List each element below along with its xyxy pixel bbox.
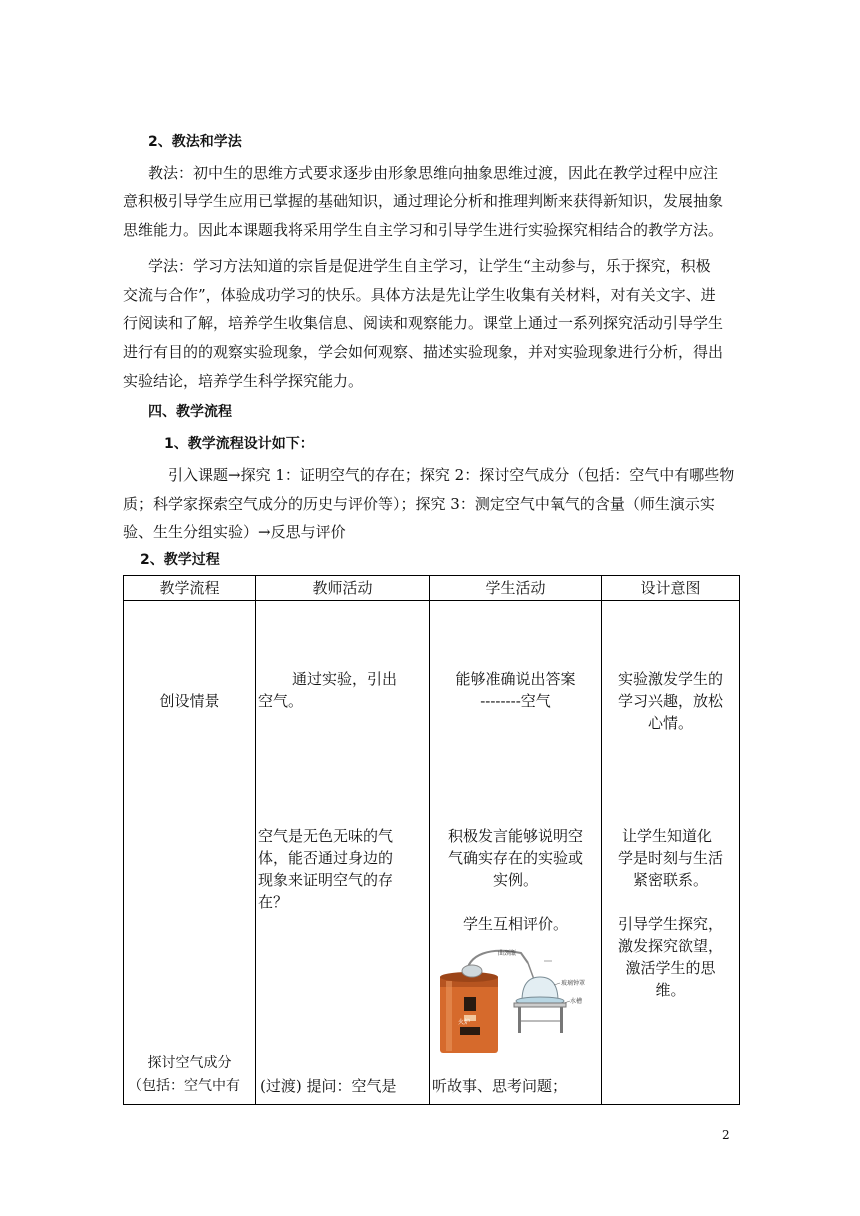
label-retort: 曲颈甑 — [498, 950, 517, 957]
label-furnace: 火炉 — [458, 1019, 471, 1026]
intent-a-l3: 心情。 — [647, 714, 693, 732]
student-b-l2: 气确实存在的实验或 — [447, 849, 583, 867]
intent-b-l1: 让学生知道化 — [622, 827, 713, 845]
header-flow: 教学流程 — [124, 576, 256, 601]
cell-intent — [602, 601, 740, 1105]
teaching-process-table — [123, 575, 740, 1105]
learn-method-line-1: 学法：学习方法知道的宗旨是促进学生自主学习，让学生“主动参与，乐于探究，积极 — [148, 257, 711, 275]
subheading-process: 2、教学过程 — [140, 552, 220, 568]
intent-c-l3: 激活学生的思 — [625, 959, 716, 977]
teach-method-line-1: 教法：初中生的思维方式要求逐步由形象思维向抽象思维过渡，因此在教学过程中应注 — [148, 164, 719, 182]
stage-explore-l1: 探讨空气成分 — [147, 1055, 232, 1071]
lavoisier-experiment-illustration — [436, 941, 586, 1059]
learn-method-line-5: 实验结论，培养学生科学探究能力。 — [123, 372, 364, 390]
student-a-l2: --------空气 — [480, 692, 551, 710]
student-b-l4: 学生互相评价。 — [462, 915, 568, 933]
flow-line-3: 验、生生分组实验）→反思与评价 — [123, 523, 346, 541]
teacher-b-l4: 在？ — [258, 893, 289, 911]
teacher-b-l2: 体，能否通过身边的 — [258, 849, 394, 867]
header-intent: 设计意图 — [602, 576, 740, 601]
student-a-l1: 能够准确说出答案 — [455, 670, 576, 688]
teach-method-line-2: 意积极引导学生应用已掌握的基础知识，通过理论分析和推理判断来获得新知识，发展抽象 — [123, 192, 724, 210]
header-student: 学生活动 — [430, 576, 602, 601]
teacher-b-l1: 空气是无色无味的气 — [258, 827, 394, 845]
student-b-l1: 积极发言能够说明空 — [447, 827, 583, 845]
learn-method-line-2: 交流与合作”，体验成功学习的快乐。具体方法是先让学生收集有关材料，对有关文字、进 — [123, 286, 716, 304]
page-number: 2 — [722, 1128, 730, 1142]
subheading-flow-design: 1、教学流程设计如下： — [164, 436, 314, 452]
learn-method-line-3: 行阅读和了解，培养学生收集信息、阅读和观察能力。课堂上通过一系列探究活动引导学生 — [123, 314, 724, 332]
intent-b-l3: 紧密联系。 — [632, 871, 708, 889]
teach-method-line-3: 思维能力。因此本课题我将采用学生自主学习和引导学生进行实验探究相结合的教学方法。 — [123, 221, 724, 239]
student-c: 听故事、思考问题； — [432, 1077, 568, 1095]
section-heading-flow: 四、教学流程 — [148, 404, 232, 420]
cell-flow — [124, 601, 256, 1105]
student-b-l3: 实例。 — [492, 871, 538, 889]
teacher-a-l1: 通过实验，引出 — [292, 670, 398, 688]
cell-student — [430, 601, 602, 1105]
stage-create-scene: 创设情景 — [159, 692, 220, 710]
teacher-c: (过渡) 提问：空气是 — [260, 1077, 397, 1095]
learn-method-line-4: 进行有目的的观察实验现象，学会如何观察、描述实验现象，并对实验现象进行分析，得出 — [123, 343, 724, 361]
intent-a-l2: 学习兴趣，放松 — [617, 692, 723, 710]
flow-line-2: 质；科学家探索空气成分的历史与评价等）；探究 3：测定空气中氧气的含量（师生演示实 — [123, 495, 715, 513]
section-heading-methods: 2、教法和学法 — [148, 134, 242, 150]
intent-c-l2: 激发探究欲望， — [617, 937, 723, 955]
teacher-b-l3: 现象来证明空气的存 — [258, 871, 394, 889]
intent-a-l1: 实验激发学生的 — [617, 670, 723, 688]
stage-explore-l2: （包括：空气中有 — [128, 1078, 240, 1094]
header-teacher: 教师活动 — [256, 576, 430, 601]
intent-b-l2: 学是时刻与生活 — [617, 849, 723, 867]
label-trough: 水槽 — [570, 998, 583, 1005]
intent-c-l4: 维。 — [655, 981, 686, 999]
intent-c-l1: 引导学生探究， — [617, 915, 723, 933]
flow-line-1: 引入课题→探究 1：证明空气的存在；探究 2：探讨空气成分（包括：空气中有哪些物 — [168, 466, 735, 484]
table-header-row — [124, 576, 740, 601]
cell-teacher — [256, 601, 430, 1105]
table-row — [124, 601, 740, 1105]
teacher-a-l2: 空气。 — [258, 692, 304, 710]
label-bell-jar: 玻璃钟罩 — [561, 980, 586, 987]
